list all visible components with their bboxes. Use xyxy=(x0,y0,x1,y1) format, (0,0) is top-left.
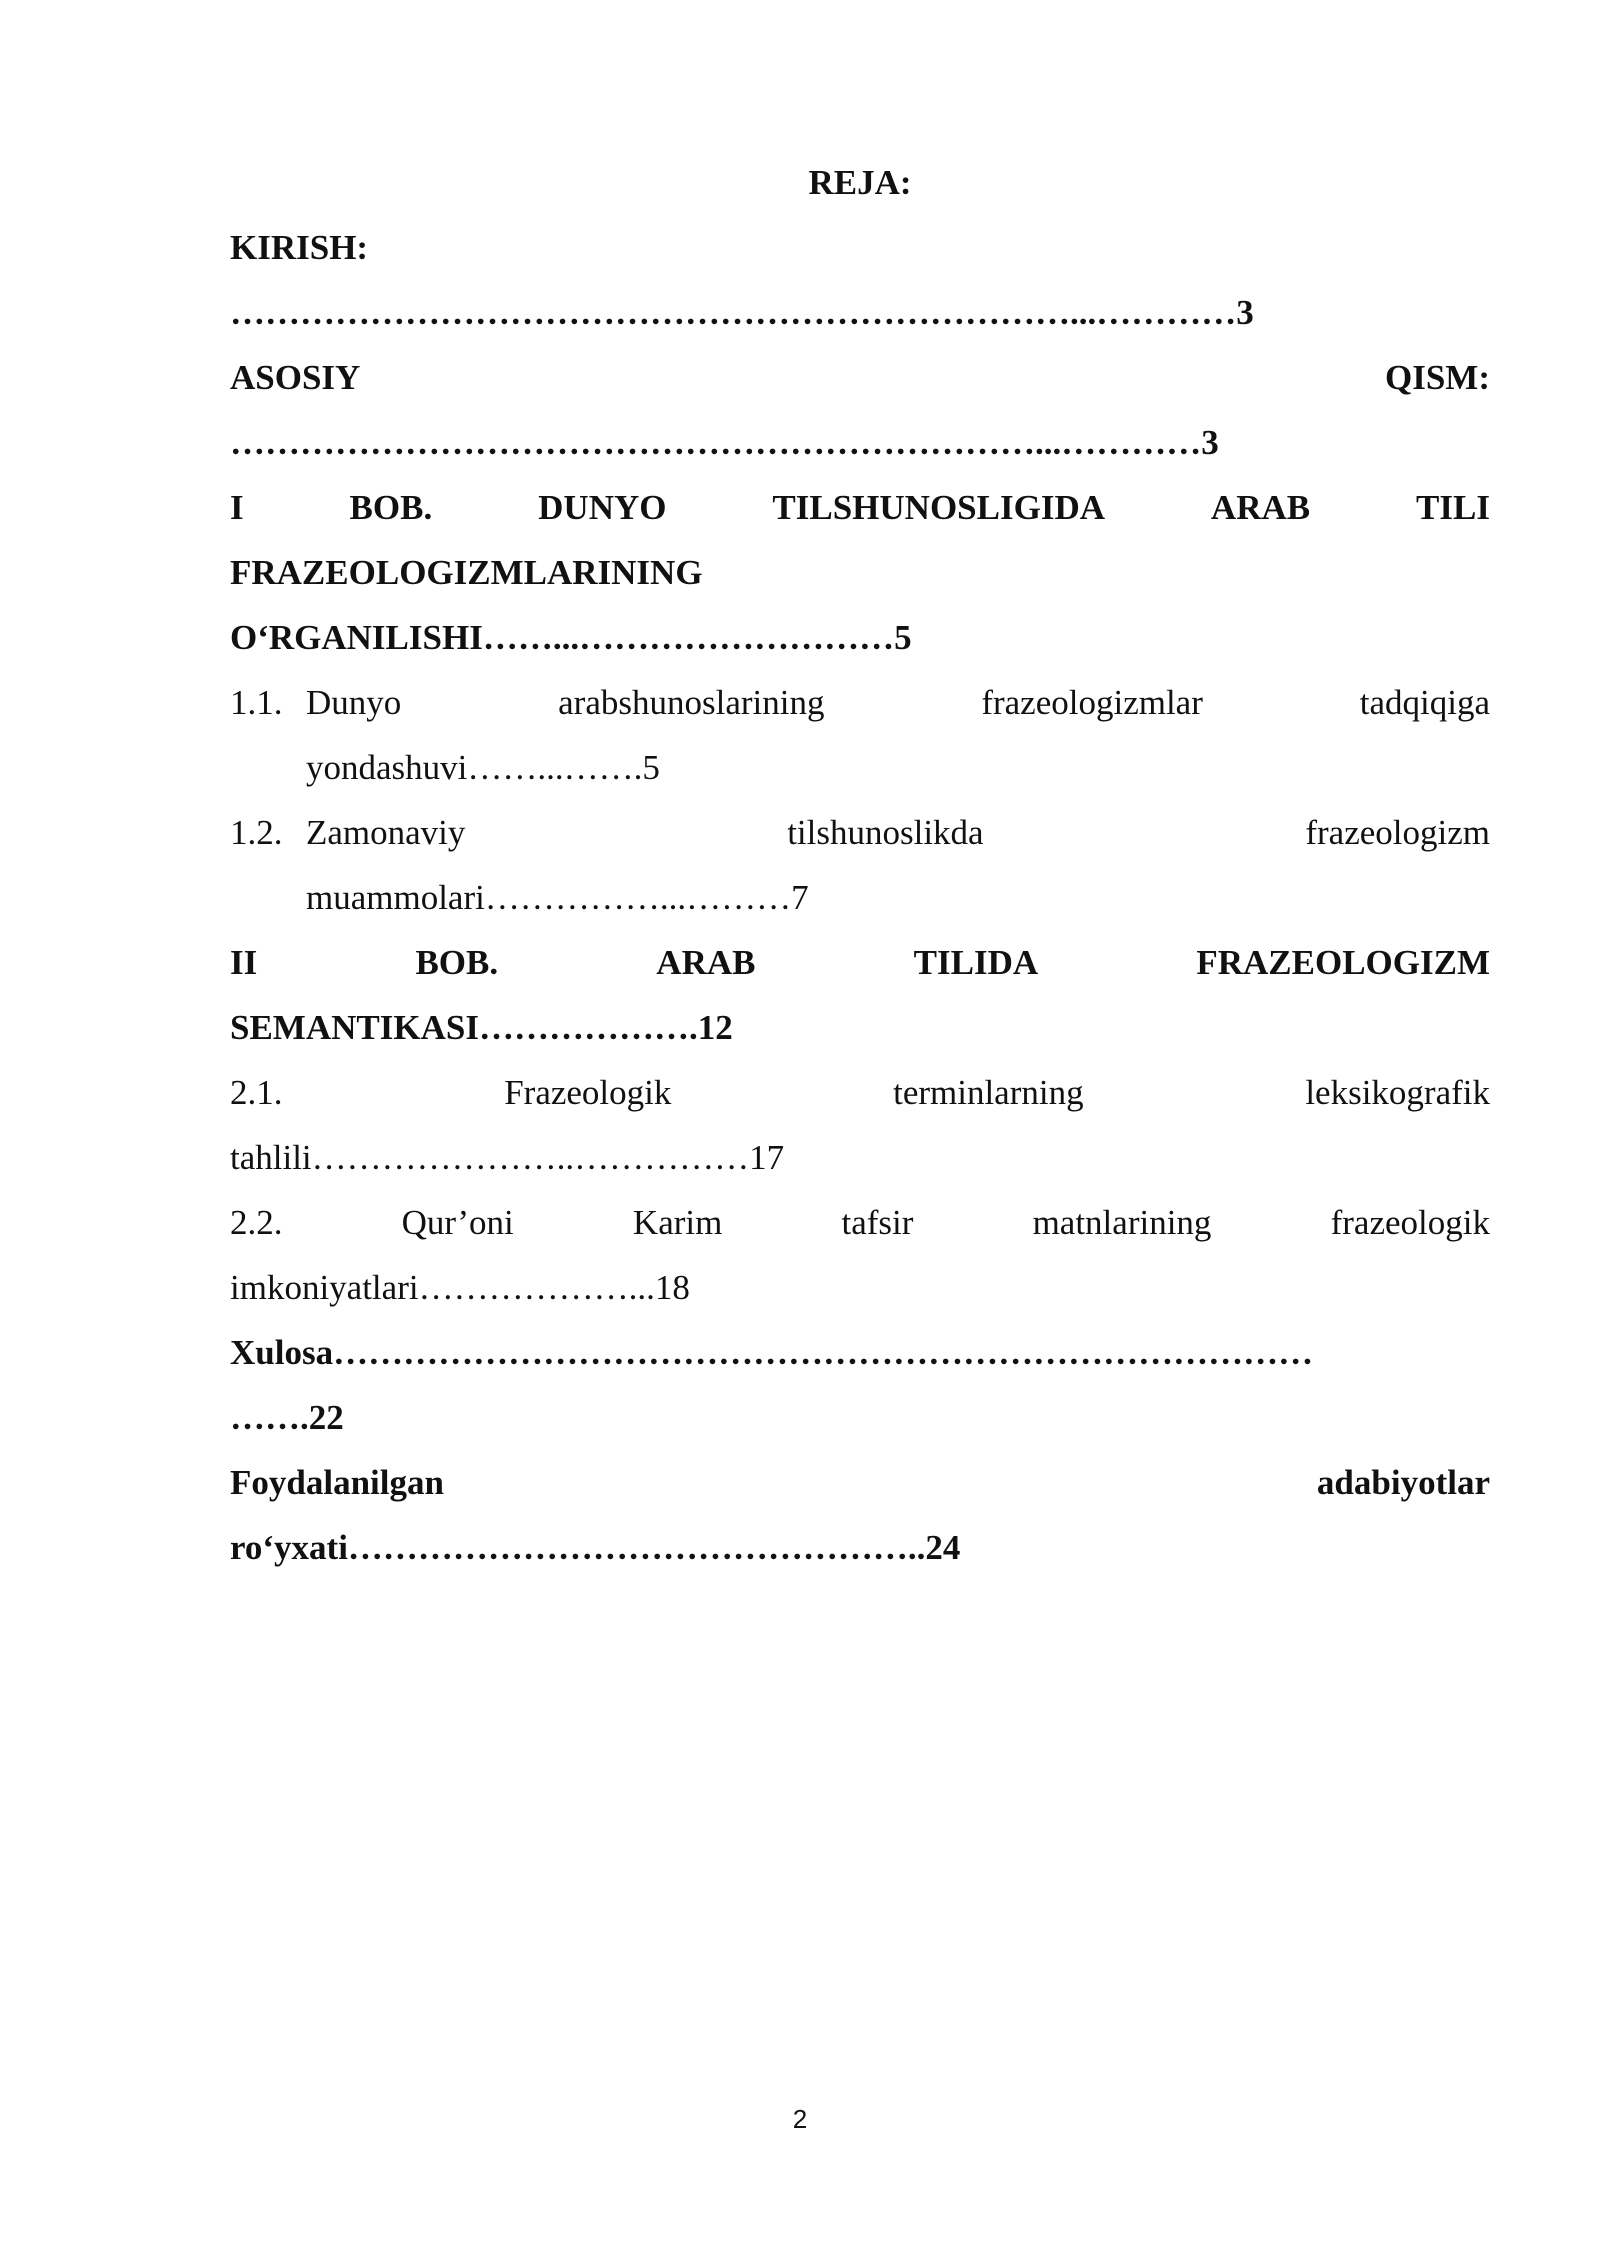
toc-word: frazeologizm xyxy=(1305,813,1490,852)
toc-entry-xulosa-line2: …….22 xyxy=(230,1398,344,1437)
toc-word: BOB. xyxy=(349,488,433,527)
toc-word: Karim xyxy=(632,1203,723,1242)
toc-word: frazeologik xyxy=(1330,1203,1490,1242)
table-of-contents xyxy=(230,150,1490,1580)
toc-chapter-2 xyxy=(230,930,1490,995)
toc-word: tafsir xyxy=(841,1203,914,1242)
page-number: 2 xyxy=(792,2104,808,2134)
toc-word: arabshunoslarining xyxy=(558,683,825,722)
toc-entry-kirish: KIRISH: xyxy=(230,228,369,267)
toc-section-1-2-line2: muammolari……………...………7 xyxy=(306,878,809,917)
toc-entry-asosiy xyxy=(230,345,1490,410)
toc-section-1-1-line2: yondashuvi……...…….5 xyxy=(306,748,660,787)
toc-word: Zamonaviy xyxy=(306,813,466,852)
toc-section-2-1-line2: tahlili…………………..……………17 xyxy=(230,1138,785,1177)
toc-section-2-2-line2: imkoniyatlari………………...18 xyxy=(230,1268,690,1307)
toc-chapter-2-line2: SEMANTIKASI……………….12 xyxy=(230,1008,733,1047)
toc-word: TILI xyxy=(1416,488,1490,527)
toc-section-number: 1.1. xyxy=(230,683,283,722)
toc-entry-asosiy-dots: ……………………………………………………………...…………3 xyxy=(230,423,1219,462)
toc-word: adabiyotlar xyxy=(1316,1463,1490,1502)
page-title: REJA: xyxy=(808,163,912,202)
toc-entry-references xyxy=(230,1450,1490,1515)
toc-entry-xulosa: Xulosa………………………………………………………………………… xyxy=(230,1333,1314,1372)
toc-word: terminlarning xyxy=(893,1073,1084,1112)
toc-word: tilshunoslikda xyxy=(787,813,984,852)
toc-section-number: 1.2. xyxy=(230,813,283,852)
toc-entry-kirish-dots: ………………………………………………………………...…………3 xyxy=(230,293,1254,332)
toc-section-2-2 xyxy=(230,1190,1490,1255)
toc-word: II xyxy=(230,943,258,982)
toc-word: QISM: xyxy=(1385,358,1490,397)
toc-section-1-1 xyxy=(230,670,1490,735)
toc-word: matnlarining xyxy=(1032,1203,1212,1242)
toc-word: FRAZEOLOGIZM xyxy=(1196,943,1490,982)
toc-chapter-1-line3: O‘RGANILISHI……...………………………5 xyxy=(230,618,912,657)
toc-chapter-1-line2: FRAZEOLOGIZMLARINING xyxy=(230,553,703,592)
toc-word: TILSHUNOSLIGIDA xyxy=(772,488,1105,527)
toc-entry-references-line2: ro‘yxati…………………………………………..24 xyxy=(230,1528,961,1567)
toc-word: 2.2. xyxy=(230,1203,283,1242)
toc-chapter-1 xyxy=(230,475,1490,540)
toc-word: ASOSIY xyxy=(230,358,361,397)
toc-word: Qur’oni xyxy=(401,1203,514,1242)
toc-section-2-1 xyxy=(230,1060,1490,1125)
toc-word: Dunyo xyxy=(306,683,402,722)
toc-word: Frazeologik xyxy=(504,1073,672,1112)
toc-word: I xyxy=(230,488,244,527)
toc-word: tadqiqiga xyxy=(1359,683,1490,722)
toc-word: 2.1. xyxy=(230,1073,283,1112)
toc-word: ARAB xyxy=(656,943,756,982)
toc-word: TILIDA xyxy=(913,943,1039,982)
toc-word: BOB. xyxy=(415,943,499,982)
toc-word: ARAB xyxy=(1210,488,1311,527)
toc-word: Foydalanilgan xyxy=(230,1463,444,1502)
toc-word: DUNYO xyxy=(538,488,667,527)
toc-section-1-2 xyxy=(230,800,1490,865)
toc-word: frazeologizmlar xyxy=(981,683,1203,722)
toc-word: leksikografik xyxy=(1305,1073,1490,1112)
